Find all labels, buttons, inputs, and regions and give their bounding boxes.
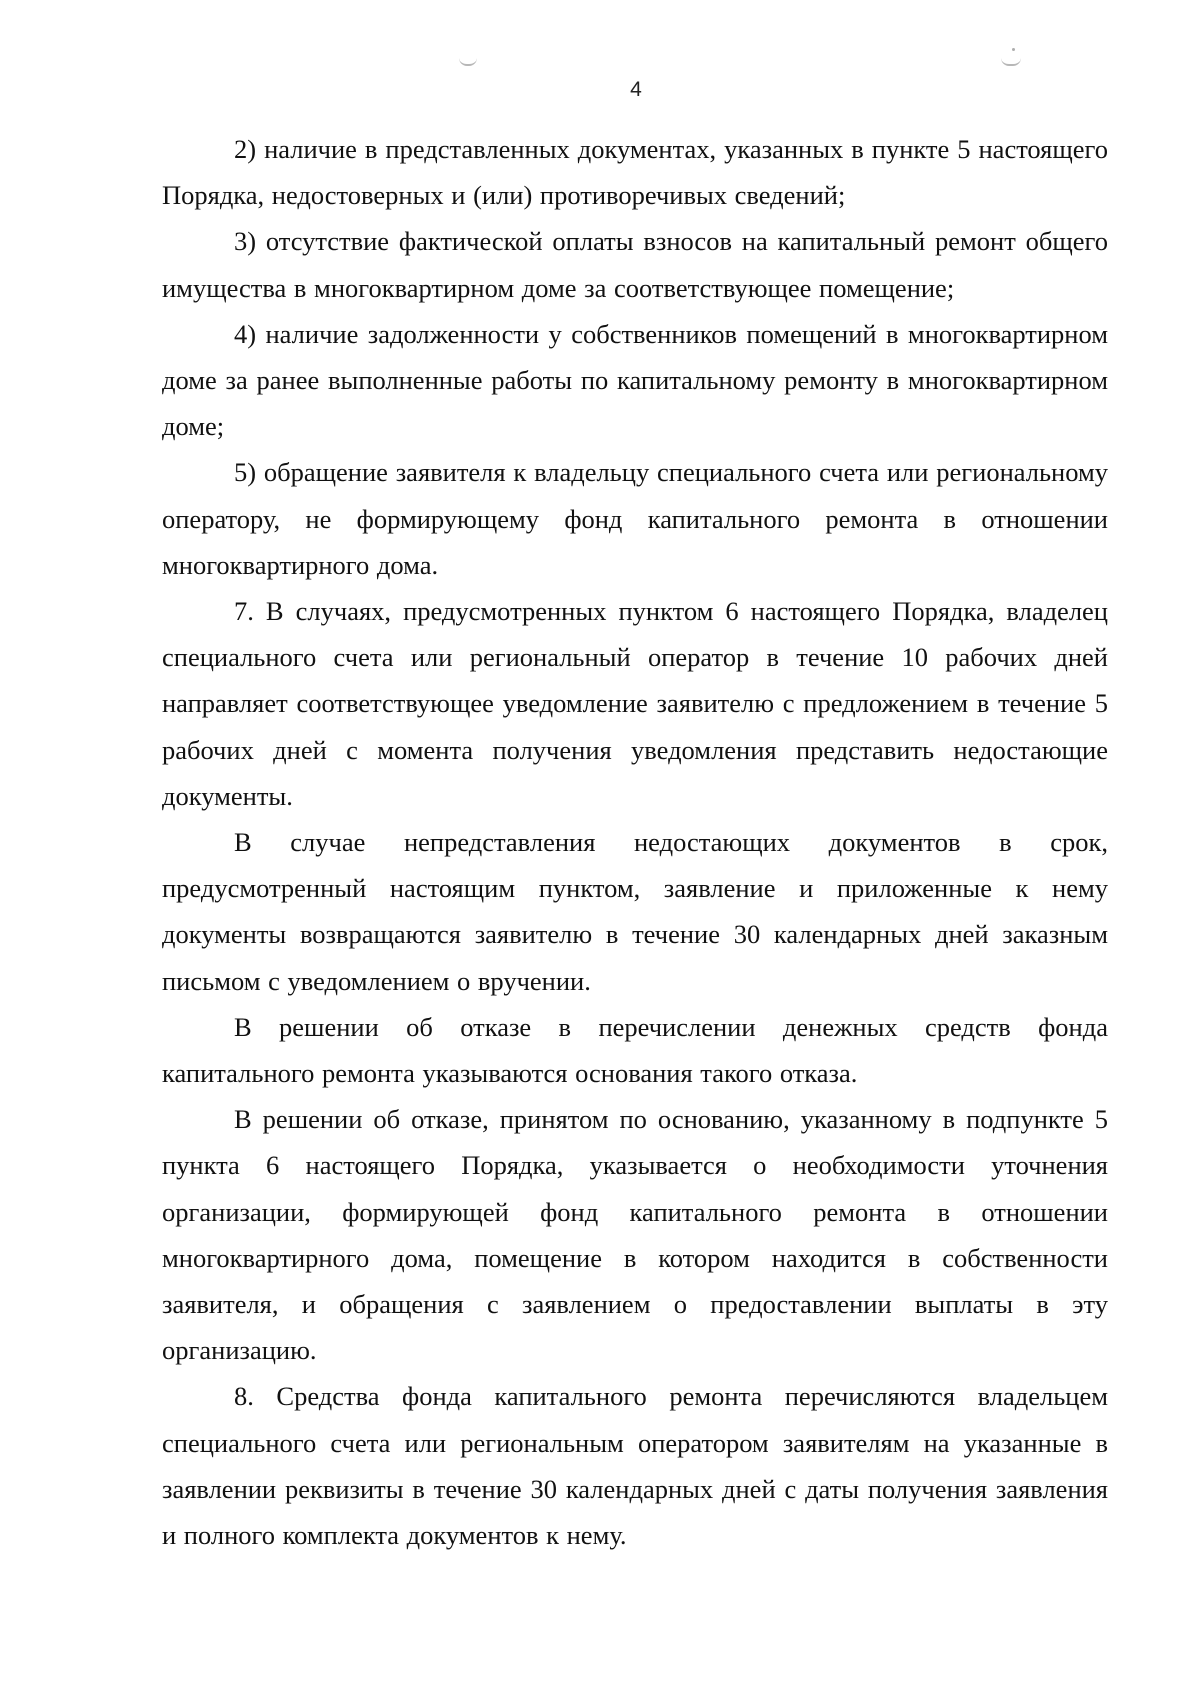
document-body — [162, 126, 1108, 1558]
paragraph-item-5: 5) обращение заявителя к владельцу специального счета или региональному оператору, не формирующему фонд капитального ремонта в отношении многоквартирного дома. — [162, 457, 1108, 580]
paragraph-item-2: 2) наличие в представленных документах, указанных в пункте 5 настоящего Порядка, недостоверных и (или) противоречивых сведений; — [162, 134, 1108, 211]
paragraph-clause-7: 7. В случаях, предусмотренных пунктом 6 настоящего Порядка, владелец специального счета или региональный оператор в течение 10 рабочих дней направляет соответствующее уведомление заявителю с предложением в течение 5 рабочих дней с момента получения уведомления представить недостающие документы. — [162, 596, 1108, 811]
paragraph-item-4: 4) наличие задолженности у собственников помещений в многоквартирном доме за ранее выполненные работы по капитальному ремонту в многоквартирном доме; — [162, 318, 1108, 442]
paragraph-item-3: 3) отсутствие фактической оплаты взносов на капитальный ремонт общего имущества в многоквартирном доме за соответствующее помещение; — [162, 226, 1108, 303]
scan-artifact-mark — [459, 58, 477, 66]
scan-artifact-mark — [1001, 58, 1021, 66]
paragraph-return-documents: В случае непредставления недостающих документов в срок, предусмотренный настоящим пунктом, заявление и приложенные к нему документы возвращаются заявителю в течение 30 календарных дней заказным письмом с уведомлением о вручении. — [162, 827, 1108, 996]
paragraph-clause-8: 8. Средства фонда капитального ремонта перечисляются владельцем специального счета или региональным оператором заявителям на указанные в заявлении реквизиты в течение 30 календарных дней с даты получения заявления и полного комплекта документов к нему. — [162, 1381, 1108, 1551]
scan-artifact-dot — [1012, 48, 1015, 51]
page-number: 4 — [630, 78, 642, 101]
paragraph-refusal-grounds: В решении об отказе в перечислении денежных средств фонда капитального ремонта указываются основания такого отказа. — [162, 1011, 1108, 1089]
paragraph-refusal-clarification: В решении об отказе, принятом по основанию, указанному в подпункте 5 пункта 6 настоящего Порядка, указывается о необходимости уточнения организации, формирующей фонд капитального ремонта в отношении многоквартирного дома, помещение в котором находится в собственности заявителя, и обращения с заявлением о предоставлении выплаты в эту организацию. — [162, 1104, 1108, 1366]
